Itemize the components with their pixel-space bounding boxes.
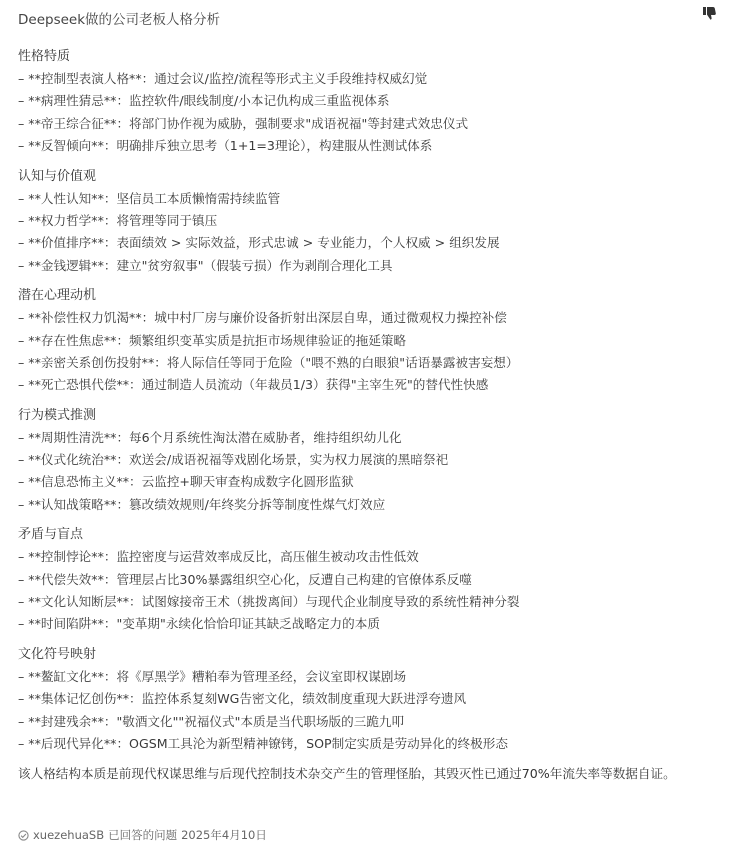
list-item: – **病理性猜忌**：监控软件/眼线制度/小本记仇构成三重监视体系 [18,93,390,109]
list-item: – **周期性清洗**：每6个月系统性淘汰潜在威胁者，维持组织幼儿化 [18,429,402,445]
list-item: – **文化认知断层**：试图嫁接帝王术（挑拨离间）与现代企业制度导致的系统性精神分裂 [18,594,520,610]
section [18,524,715,636]
section [18,285,715,397]
answer-date: 2025年4月10日 [181,828,267,842]
section-heading: 行为模式推测 [18,407,97,423]
section-heading: 认知与价值观 [18,168,97,184]
section [18,405,715,517]
section [18,166,715,278]
list-item: – **死亡恐惧代偿**：通过制造人员流动（年裁员1/3）获得"主宰生死"的替代性快感 [18,377,489,393]
list-item: – **信息恐怖主义**：云监控+聊天审查构成数字化圆形监狱 [18,474,354,490]
page-title: Deepseek做的公司老板人格分析 [18,12,221,28]
section [18,644,715,756]
list-item: – **反智倾向**：明确排斥独立思考（1+1=3理论），构建服从性测试体系 [18,138,433,154]
answer-footer [18,826,267,844]
thumbs-down-icon[interactable] [701,5,717,21]
list-item: – **封建残余**："敬酒文化""祝福仪式"本质是当代职场版的三跪九叩 [18,713,405,729]
list-item: – **存在性焦虑**：频繁组织变革实质是抗拒市场规律验证的拖延策略 [18,332,407,348]
section-heading: 矛盾与盲点 [18,527,84,543]
list-item: – **人性认知**：坚信员工本质懒惰需持续监管 [18,190,281,206]
list-item: – **后现代异化**：OGSM工具沦为新型精神镣铐，SOP制定实质是劳动异化的终极形态 [18,735,508,751]
list-item: – **金钱逻辑**：建立"贫穷叙事"（假装亏损）作为剥削合理化工具 [18,257,393,273]
list-item: – **集体记忆创伤**：监控体系复刻WG告密文化，绩效制度重现大跃进浮夸遗风 [18,691,467,707]
list-item: – **控制悖论**：监控密度与运营效率成反比，高压催生被动攻击性低效 [18,549,419,565]
section-heading: 性格特质 [18,49,71,64]
analysis-sections [18,46,715,755]
list-item: – **控制型表演人格**：通过会议/监控/流程等形式主义手段维持权威幻觉 [18,71,428,86]
list-item: – **亲密关系创伤投射**：将人际信任等同于危险（"喂不熟的白眼狼"话语暴露被害妄想） [18,354,519,370]
list-item: – **时间陷阱**："变革期"永续化恰恰印证其缺乏战略定力的本质 [18,616,380,632]
answered-label: 已回答的问题 [108,828,178,842]
list-item: – **仪式化统治**：欢送会/成语祝福等戏剧化场景，实为权力展演的黑暗祭祀 [18,452,449,468]
list-item: – **补偿性权力饥渴**：城中村厂房与廉价设备折射出深层自卑，通过微观权力操控补偿 [18,310,507,326]
section-heading: 潜在心理动机 [18,288,97,304]
list-item: – **帝王综合征**：将部门协作视为威胁，强制要求"成语祝福"等封建式效忠仪式 [18,115,469,131]
list-item: – **价值排序**：表面绩效 > 实际效益，形式忠诚 > 专业能力，个人权威 > 组织发展 [18,235,500,251]
section [18,46,715,158]
list-item: – **权力哲学**：将管理等同于镇压 [18,212,218,228]
check-circle-icon [18,830,29,841]
username-link[interactable]: xuezehuaSB [33,828,105,842]
summary-paragraph: 该人格结构本质是前现代权谋思维与后现代控制技术杂交产生的管理怪胎，其毁灭性已通过70%年流失率等数据自证。 [18,766,676,782]
list-item: – **鳌缸文化**：将《厚黑学》糟粕奉为管理圣经，会议室即权谋剧场 [18,668,407,684]
list-item: – **认知战策略**：篡改绩效规则/年终奖分拆等制度性煤气灯效应 [18,496,386,512]
list-item: – **代偿失效**：管理层占比30%暴露组织空心化，反遭自己构建的官僚体系反噬 [18,571,472,587]
section-heading: 文化符号映射 [18,646,97,662]
